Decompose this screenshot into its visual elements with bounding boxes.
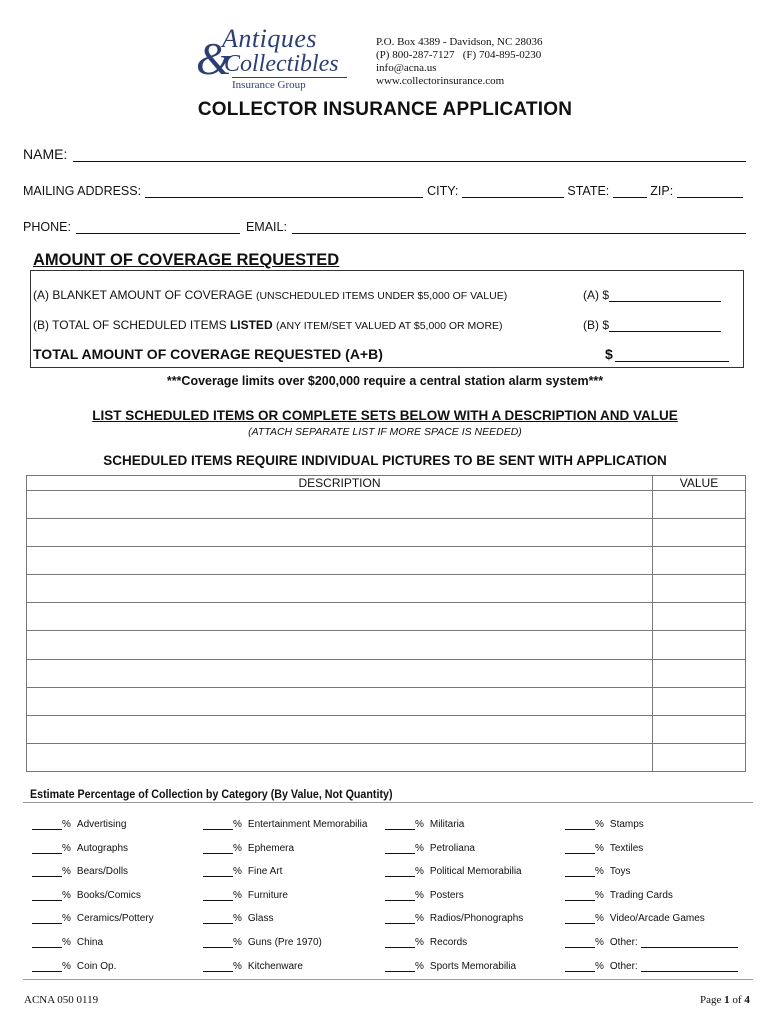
category-label: Glass bbox=[247, 913, 274, 925]
description-cell[interactable] bbox=[27, 519, 653, 547]
state-label: STATE: bbox=[567, 184, 610, 198]
percent-sign: % bbox=[415, 819, 424, 830]
row-b-note: (ANY ITEM/SET VALUED AT $5,000 OR MORE) bbox=[275, 320, 503, 332]
name-label: NAME: bbox=[23, 146, 68, 162]
category-item bbox=[385, 937, 467, 948]
category-label: Furniture bbox=[247, 889, 288, 901]
category-label: Bears/Dolls bbox=[76, 866, 129, 878]
category-label: Video/Arcade Games bbox=[609, 913, 705, 925]
category-label: Other: bbox=[609, 937, 638, 948]
category-item bbox=[385, 913, 523, 924]
logo-line1: Antiques bbox=[222, 24, 317, 53]
percent-sign: % bbox=[233, 866, 242, 878]
category-label: Other: bbox=[609, 960, 638, 972]
category-percent-field[interactable] bbox=[565, 915, 595, 924]
percent-sign: % bbox=[595, 889, 604, 901]
percent-sign: % bbox=[233, 819, 242, 830]
percent-sign: % bbox=[62, 842, 71, 854]
category-label: Books/Comics bbox=[76, 889, 141, 901]
category-percent-field[interactable] bbox=[203, 868, 233, 877]
row-a-amount bbox=[583, 288, 721, 302]
category-item bbox=[203, 913, 273, 924]
items-body bbox=[27, 491, 746, 772]
value-cell[interactable] bbox=[653, 687, 746, 715]
category-label: Ceramics/Pottery bbox=[76, 913, 154, 925]
footer-code: ACNA 050 0119 bbox=[24, 994, 99, 1006]
category-percent-field[interactable] bbox=[32, 845, 62, 854]
category-label: Records bbox=[429, 937, 468, 948]
other-category-field[interactable] bbox=[641, 939, 738, 948]
category-item bbox=[385, 961, 516, 972]
category-item bbox=[32, 913, 154, 924]
category-item bbox=[385, 843, 475, 854]
table-row bbox=[27, 743, 746, 771]
estimate-heading: Estimate Percentage of Collection by Category (By Value, Not Quantity) bbox=[30, 789, 393, 801]
category-item bbox=[385, 866, 522, 877]
category-label: Guns (Pre 1970) bbox=[247, 937, 322, 948]
description-cell[interactable] bbox=[27, 491, 653, 519]
category-percent-field[interactable] bbox=[32, 939, 62, 948]
logo-sub: Insurance Group bbox=[232, 77, 347, 91]
category-item bbox=[565, 961, 738, 972]
percent-sign: % bbox=[595, 819, 604, 830]
phone-row bbox=[23, 220, 746, 234]
row-b-main: (B) TOTAL OF SCHEDULED ITEMS bbox=[33, 318, 227, 332]
category-item bbox=[203, 890, 288, 901]
percent-sign: % bbox=[233, 889, 242, 901]
percent-sign: % bbox=[62, 960, 71, 972]
description-cell[interactable] bbox=[27, 603, 653, 631]
phone-field[interactable] bbox=[76, 221, 240, 234]
category-item bbox=[203, 866, 282, 877]
row-a-field[interactable] bbox=[609, 289, 721, 302]
category-label: Kitchenware bbox=[247, 960, 303, 972]
row-a-note: (UNSCHEDULED ITEMS UNDER $5,000 OF VALUE) bbox=[255, 290, 508, 302]
pictures-heading: SCHEDULED ITEMS REQUIRE INDIVIDUAL PICTURES TO BE SENT WITH APPLICATION bbox=[103, 453, 667, 468]
row-b-field[interactable] bbox=[609, 319, 721, 332]
category-label: Posters bbox=[429, 889, 464, 901]
category-label: Entertainment Memorabilia bbox=[247, 819, 368, 830]
percent-sign: % bbox=[62, 889, 71, 901]
zip-field[interactable] bbox=[677, 185, 743, 198]
description-cell[interactable] bbox=[27, 715, 653, 743]
percent-sign: % bbox=[233, 842, 242, 854]
category-percent-field[interactable] bbox=[203, 845, 233, 854]
value-cell[interactable] bbox=[653, 519, 746, 547]
category-item bbox=[565, 937, 738, 948]
category-label: China bbox=[76, 937, 104, 948]
contact-phones: (P) 800-287-7127 (F) 704-895-0230 bbox=[376, 49, 542, 61]
page-num: 1 bbox=[724, 994, 730, 1006]
percent-sign: % bbox=[415, 889, 424, 901]
list-subheading: (ATTACH SEPARATE LIST IF MORE SPACE IS NEEDED) bbox=[248, 426, 522, 438]
category-item bbox=[565, 890, 673, 901]
category-label: Fine Art bbox=[247, 866, 283, 878]
description-cell[interactable] bbox=[27, 743, 653, 771]
percent-sign: % bbox=[62, 819, 71, 830]
category-percent-field[interactable] bbox=[565, 892, 595, 901]
category-label: Textiles bbox=[609, 842, 644, 854]
table-row bbox=[27, 519, 746, 547]
total-label: TOTAL AMOUNT OF COVERAGE REQUESTED (A+B) bbox=[33, 346, 383, 362]
category-item bbox=[32, 961, 116, 972]
category-percent-field[interactable] bbox=[565, 939, 595, 948]
category-label: Political Memorabilia bbox=[429, 866, 522, 878]
category-item bbox=[565, 866, 630, 877]
category-item bbox=[32, 937, 103, 948]
percent-sign: % bbox=[595, 913, 604, 925]
category-percent-field[interactable] bbox=[203, 821, 233, 830]
name-field[interactable] bbox=[73, 147, 746, 162]
percent-sign: % bbox=[595, 937, 604, 948]
category-percent-field[interactable] bbox=[565, 868, 595, 877]
description-cell[interactable] bbox=[27, 547, 653, 575]
percent-sign: % bbox=[595, 866, 604, 878]
city-label: CITY: bbox=[427, 184, 459, 198]
description-cell[interactable] bbox=[27, 575, 653, 603]
percent-sign: % bbox=[415, 842, 424, 854]
percent-sign: % bbox=[415, 913, 424, 925]
percent-sign: % bbox=[595, 842, 604, 854]
category-label: Advertising bbox=[76, 819, 127, 830]
category-percent-field[interactable] bbox=[385, 868, 415, 877]
row-a-label: (A) $ bbox=[583, 288, 610, 302]
category-percent-field[interactable] bbox=[565, 963, 595, 972]
value-cell[interactable] bbox=[653, 715, 746, 743]
col-value-header: VALUE bbox=[653, 476, 746, 491]
category-label: Militaria bbox=[429, 819, 465, 830]
category-label: Stamps bbox=[609, 819, 644, 830]
category-item bbox=[565, 843, 643, 854]
table-row bbox=[27, 631, 746, 659]
email-field[interactable] bbox=[292, 221, 746, 234]
category-label: Petroliana bbox=[429, 842, 475, 854]
logo-ampersand: & bbox=[196, 33, 232, 84]
coverage-heading: AMOUNT OF COVERAGE REQUESTED bbox=[33, 251, 340, 269]
city-field[interactable] bbox=[462, 185, 564, 198]
logo-line2: Collectibles bbox=[224, 51, 339, 77]
category-percent-field[interactable] bbox=[385, 939, 415, 948]
value-cell[interactable] bbox=[653, 547, 746, 575]
category-item bbox=[203, 961, 303, 972]
table-row bbox=[27, 715, 746, 743]
list-heading: LIST SCHEDULED ITEMS OR COMPLETE SETS BELOW WITH A DESCRIPTION AND VALUE bbox=[92, 408, 678, 423]
category-label: Radios/Phonographs bbox=[429, 913, 524, 925]
category-percent-field[interactable] bbox=[32, 915, 62, 924]
percent-sign: % bbox=[62, 866, 71, 878]
category-label: Coin Op. bbox=[76, 960, 117, 972]
category-percent-field[interactable] bbox=[385, 915, 415, 924]
description-cell[interactable] bbox=[27, 659, 653, 687]
address-row bbox=[23, 184, 743, 198]
company-logo bbox=[196, 24, 356, 92]
category-label: Autographs bbox=[76, 842, 129, 854]
category-label: Sports Memorabilia bbox=[429, 960, 517, 972]
category-percent-field[interactable] bbox=[565, 821, 595, 830]
category-item bbox=[203, 819, 367, 830]
percent-sign: % bbox=[62, 913, 71, 925]
name-row bbox=[23, 146, 746, 162]
category-item bbox=[203, 937, 322, 948]
table-row bbox=[27, 687, 746, 715]
table-row bbox=[27, 547, 746, 575]
description-cell[interactable] bbox=[27, 631, 653, 659]
category-percent-field[interactable] bbox=[565, 845, 595, 854]
category-percent-field[interactable] bbox=[203, 915, 233, 924]
value-cell[interactable] bbox=[653, 491, 746, 519]
category-grid bbox=[23, 802, 753, 980]
page-total: 4 bbox=[744, 994, 750, 1006]
category-percent-field[interactable] bbox=[203, 963, 233, 972]
category-percent-field[interactable] bbox=[32, 821, 62, 830]
row-b-amount bbox=[583, 318, 721, 332]
table-row bbox=[27, 659, 746, 687]
table-row bbox=[27, 491, 746, 519]
value-cell[interactable] bbox=[653, 575, 746, 603]
category-percent-field[interactable] bbox=[385, 963, 415, 972]
total-amount bbox=[605, 346, 729, 362]
value-cell[interactable] bbox=[653, 659, 746, 687]
contact-email[interactable]: info@acna.us bbox=[376, 62, 437, 74]
category-label: Trading Cards bbox=[609, 889, 673, 901]
page-prefix: Page bbox=[700, 994, 725, 1006]
category-percent-field[interactable] bbox=[385, 845, 415, 854]
row-b-listed: LISTED bbox=[229, 318, 273, 332]
state-field[interactable] bbox=[613, 185, 647, 198]
total-dollar: $ bbox=[605, 346, 613, 362]
category-item bbox=[32, 819, 126, 830]
category-percent-field[interactable] bbox=[203, 939, 233, 948]
alarm-note: ***Coverage limits over $200,000 require a central station alarm system*** bbox=[166, 374, 604, 388]
coverage-box bbox=[30, 270, 744, 368]
description-cell[interactable] bbox=[27, 687, 653, 715]
table-header-row bbox=[27, 476, 746, 491]
category-percent-field[interactable] bbox=[32, 963, 62, 972]
email-label: EMAIL: bbox=[245, 220, 287, 234]
category-percent-field[interactable] bbox=[32, 868, 62, 877]
percent-sign: % bbox=[233, 960, 242, 972]
category-item bbox=[565, 819, 644, 830]
footer-page bbox=[700, 994, 750, 1006]
contact-address: P.O. Box 4389 - Davidson, NC 28036 bbox=[376, 36, 543, 48]
percent-sign: % bbox=[595, 960, 604, 972]
coverage-row-b bbox=[33, 318, 503, 332]
percent-sign: % bbox=[415, 866, 424, 878]
category-item bbox=[32, 843, 128, 854]
col-description-header: DESCRIPTION bbox=[27, 476, 653, 491]
zip-label: ZIP: bbox=[650, 184, 674, 198]
percent-sign: % bbox=[233, 937, 242, 948]
contact-block bbox=[376, 36, 543, 88]
percent-sign: % bbox=[62, 937, 71, 948]
percent-sign: % bbox=[415, 937, 424, 948]
category-label: Toys bbox=[609, 866, 631, 878]
page-of: of bbox=[729, 994, 745, 1006]
category-item bbox=[385, 890, 464, 901]
phone-label: PHONE: bbox=[23, 220, 71, 234]
table-row bbox=[27, 575, 746, 603]
category-label: Ephemera bbox=[247, 842, 295, 854]
category-percent-field[interactable] bbox=[385, 892, 415, 901]
other-category-field[interactable] bbox=[641, 963, 738, 972]
category-item bbox=[565, 913, 705, 924]
table-row bbox=[27, 603, 746, 631]
coverage-row-a bbox=[33, 288, 507, 302]
category-item bbox=[203, 843, 294, 854]
value-cell[interactable] bbox=[653, 603, 746, 631]
percent-sign: % bbox=[415, 960, 424, 972]
total-field[interactable] bbox=[615, 347, 729, 362]
row-a-main: (A) BLANKET AMOUNT OF COVERAGE bbox=[33, 288, 253, 302]
value-cell[interactable] bbox=[653, 631, 746, 659]
category-item bbox=[385, 819, 464, 830]
page-title: COLLECTOR INSURANCE APPLICATION bbox=[197, 99, 573, 120]
category-percent-field[interactable] bbox=[385, 821, 415, 830]
category-item bbox=[32, 890, 141, 901]
items-table bbox=[26, 475, 746, 772]
value-cell[interactable] bbox=[653, 743, 746, 771]
mailing-address-label: MAILING ADDRESS: bbox=[23, 184, 142, 198]
category-percent-field[interactable] bbox=[32, 892, 62, 901]
mailing-address-field[interactable] bbox=[145, 185, 423, 198]
category-percent-field[interactable] bbox=[203, 892, 233, 901]
category-item bbox=[32, 866, 128, 877]
contact-website[interactable]: www.collectorinsurance.com bbox=[376, 75, 505, 87]
row-b-label: (B) $ bbox=[583, 318, 610, 332]
percent-sign: % bbox=[233, 913, 242, 925]
